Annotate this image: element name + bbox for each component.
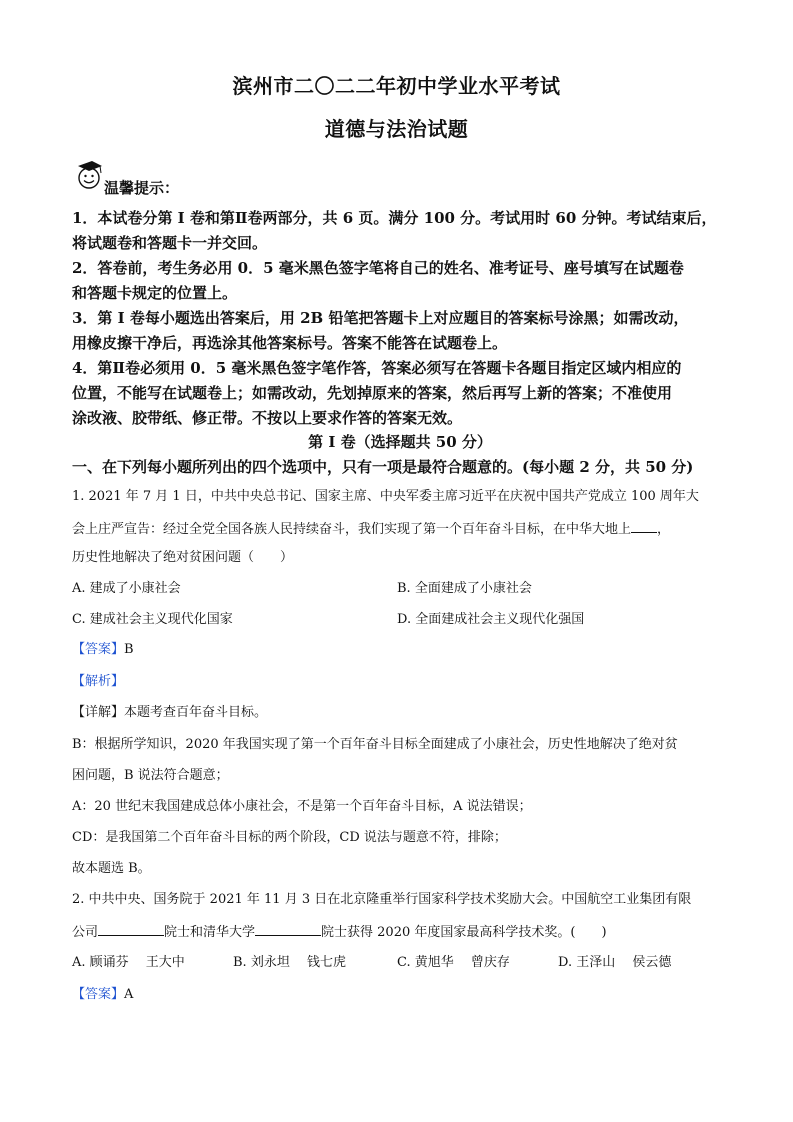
tip-1-line-1: 1．本试卷分第 I 卷和第Ⅱ卷两部分，共 6 页。满分 100 分。考试用时 60 分钟。考试结束后， xyxy=(72,209,717,227)
tip-4-line-1: 4．第Ⅱ卷必须用 0．5 毫米黑色签字笔作答，答案必须写在答题卡各题目指定区域内相应的 xyxy=(72,359,682,377)
q1-blank xyxy=(631,519,657,533)
q1-option-d: D. 全面建成社会主义现代化强国 xyxy=(397,612,585,627)
q1-answer-value: B xyxy=(124,642,134,657)
q1-stem-line-2-end: ， xyxy=(657,522,671,537)
q1-explanation-cd: CD：是我国第二个百年奋斗目标的两个阶段，CD 说法与题意不符，排除； xyxy=(72,830,507,845)
q2-stem-part-1: 公司 xyxy=(72,925,99,940)
analysis-tag: 【解析】 xyxy=(72,674,125,689)
tip-4-line-3: 涂改液、胶带纸、修正带。不按以上要求作答的答案无效。 xyxy=(72,409,463,427)
tip-3-line-2: 用橡皮擦干净后，再选涂其他答案标号。答案不能答在试题卷上。 xyxy=(72,334,508,352)
q1-option-c: C. 建成社会主义现代化国家 xyxy=(72,612,233,627)
q2-stem-part-3: 院士获得 2020 年度国家最高科学技术奖。( ) xyxy=(321,925,607,940)
q2-stem-line-1: 2. 中共中央、国务院于 2021 年 11 月 3 日在北京隆重举行国家科学技术奖励大会。中国航空工业集团有限 xyxy=(72,892,692,907)
tip-4-line-2: 位置，不能写在试题卷上；如需改动，先划掉原来的答案，然后再写上新的答案；不准使用 xyxy=(72,384,673,402)
q1-conclusion: 故本题选 B。 xyxy=(72,861,151,876)
part-heading: 一、在下列每小题所列出的四个选项中，只有一项是最符合题意的。(每小题 2 分，共 50 分) xyxy=(72,458,694,476)
q2-option-a: A. 顾诵芬 王大中 xyxy=(72,955,185,970)
q2-answer-value: A xyxy=(124,987,134,1002)
q2-stem-line-2 xyxy=(72,922,728,942)
q1-option-a: A. 建成了小康社会 xyxy=(72,581,181,596)
q2-answer xyxy=(72,986,728,1004)
tip-3-line-1: 3．第 I 卷每小题选出答案后，用 2B 铅笔把答题卡上对应题目的答案标号涂黑；如需改动， xyxy=(72,309,689,327)
q2-option-c: C. 黄旭华 曾庆存 xyxy=(397,955,510,970)
q1-explanation-b-line-1: B：根据所学知识，2020 年我国实现了第一个百年奋斗目标全面建成了小康社会，历史性地解决了绝对贫 xyxy=(72,737,678,752)
tips-header xyxy=(72,158,272,198)
tip-1-line-2: 将试题卷和答题卡一并交回。 xyxy=(72,234,268,252)
tip-2-line-1: 2．答卷前，考生务必用 0．5 毫米黑色签字笔将自己的姓名、准考证号、座号填写在试题卷 xyxy=(72,259,684,277)
q1-analysis xyxy=(72,673,728,691)
q1-detail xyxy=(72,704,728,722)
q1-explanation-b-line-2: 困问题，B 说法符合题意； xyxy=(72,768,229,783)
q2-blank-1 xyxy=(98,922,164,936)
subject-title: 道德与法治试题 xyxy=(324,117,469,141)
q2-blank-2 xyxy=(255,922,321,936)
answer-tag: 【答案】 xyxy=(72,987,125,1002)
q1-stem-line-2 xyxy=(72,519,728,539)
q1-explanation-a: A：20 世纪末我国建成总体小康社会，不是第一个百年奋斗目标，A 说法错误； xyxy=(72,799,532,814)
section-title: 第 I 卷（选择题共 50 分） xyxy=(308,433,492,451)
smiley-graduate-icon xyxy=(72,158,106,192)
q1-stem-line-1: 1. 2021 年 7 月 1 日，中共中央总书记、国家主席、中央军委主席习近平在庆祝中国共产党成立 100 周年大 xyxy=(72,489,699,504)
q1-detail-text: 本题考查百年奋斗目标。 xyxy=(124,705,268,720)
q1-stem-line-3: 历史性地解决了绝对贫困问题（ ） xyxy=(72,550,294,565)
q1-option-b: B. 全面建成了小康社会 xyxy=(397,581,532,596)
tips-label: 温馨提示： xyxy=(104,179,180,197)
answer-tag: 【答案】 xyxy=(72,642,125,657)
q2-option-d: D. 王泽山 侯云德 xyxy=(558,955,672,970)
q1-stem-line-2-text: 会上庄严宣告：经过全党全国各族人民持续奋斗，我们实现了第一个百年奋斗目标，在中华大地上 xyxy=(72,522,632,537)
tip-2-line-2: 和答题卡规定的位置上。 xyxy=(72,284,238,302)
q1-answer xyxy=(72,641,728,659)
exam-title: 滨州市二〇二二年初中学业水平考试 xyxy=(232,74,561,98)
detail-tag: 【详解】 xyxy=(72,705,125,720)
q2-option-b: B. 刘永坦 钱七虎 xyxy=(233,955,346,970)
q2-stem-part-2: 院士和清华大学 xyxy=(164,925,256,940)
